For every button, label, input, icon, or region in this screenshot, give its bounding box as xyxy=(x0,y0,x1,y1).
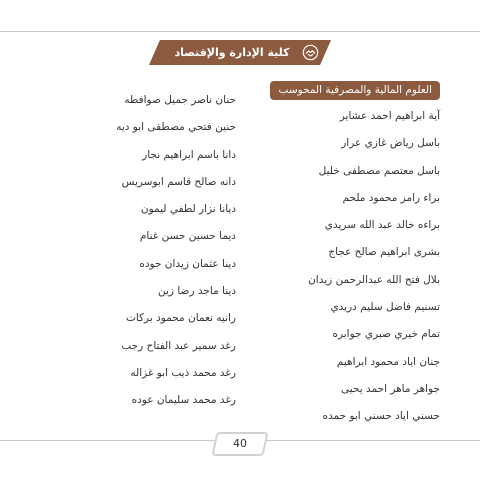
student-name: ديانا نزار لطفي ليمون xyxy=(140,203,236,216)
student-name: دينا ماجد رضا زين xyxy=(158,285,236,298)
faculty-title: كلية الإدارة والإقتصاد xyxy=(174,46,290,59)
student-name: براءه خالد عبد الله سريدي xyxy=(324,219,440,232)
page-number: 40 xyxy=(233,437,247,450)
student-name: حنان ناصر جميل صوافطه xyxy=(124,94,236,106)
student-name: دانا باسم ابراهيم نجار xyxy=(142,148,236,161)
student-name: براء رامز محمود ملحم xyxy=(342,191,440,204)
department-title: العلوم المالية والمصرفية المحوسب xyxy=(270,81,440,100)
student-name: جنان اياد محمود ابراهيم xyxy=(336,355,440,368)
student-name: باسل معتصم مصطفى خليل xyxy=(318,164,440,177)
top-divider xyxy=(0,31,480,32)
student-name: ديما حسين حسن غنام xyxy=(139,230,236,243)
student-name: تمام خيري صبري جوابره xyxy=(332,328,440,341)
student-name: بلال فتح الله عبدالرحمن زيدان xyxy=(308,273,440,286)
names-list-left xyxy=(40,87,236,415)
student-name: حنين فتحي مصطفى ابو ديه xyxy=(116,121,236,134)
student-name: رغد محمد ذيب ابو غزاله xyxy=(130,366,236,379)
student-name: بشرى ابراهيم صالح عجاج xyxy=(328,246,440,259)
student-name: دينا عثمان زيدان جوده xyxy=(139,257,236,270)
student-name: رغد محمد سليمان عوده xyxy=(131,394,236,407)
handshake-icon xyxy=(296,40,324,65)
names-list-right xyxy=(260,103,440,431)
student-name: آية ابراهيم احمد عشاير xyxy=(339,110,440,122)
student-name: رغد سمير عبد الفتاح رجب xyxy=(121,339,236,352)
student-name: دانه صالح قاسم ابوسريس xyxy=(121,175,236,188)
student-name: باسل رياض غازي عرار xyxy=(341,137,440,150)
student-name: جواهر ماهر احمد يحيى xyxy=(341,382,440,395)
student-name: حسني اياد حسني ابو حمده xyxy=(322,410,440,423)
student-name: رانيه نعمان محمود بركات xyxy=(125,312,236,325)
student-name: تسنيم فاضل سليم دريدي xyxy=(330,301,440,314)
